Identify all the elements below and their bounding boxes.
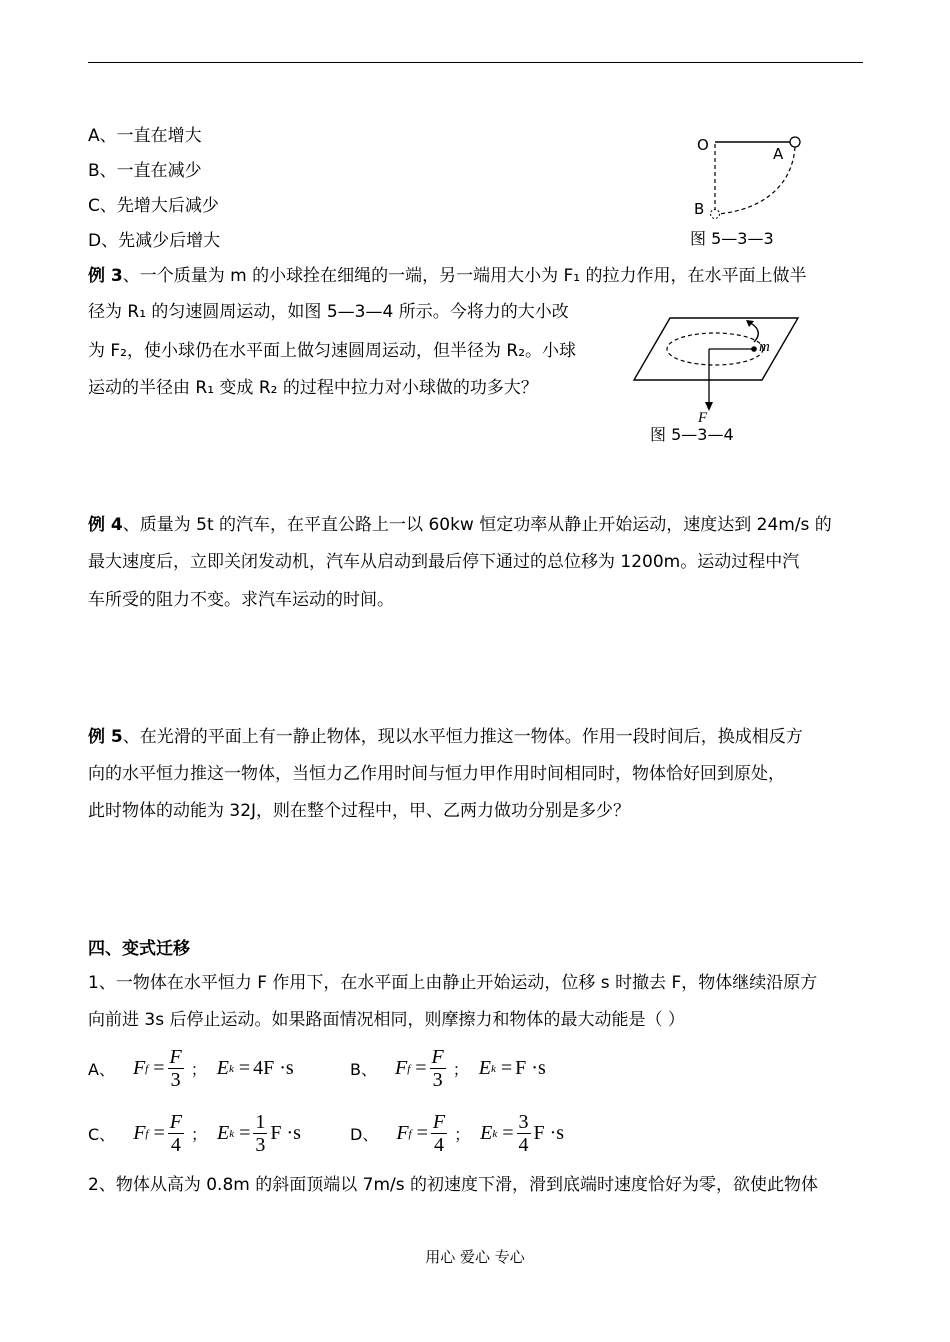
caption-5-3-3: 图 5—3—3 [690,229,774,248]
caption-5-3-4: 图 5—3—4 [650,425,734,444]
ex3-line-4: 运动的半径由 R₁ 变成 R₂ 的过程中拉力对小球做的功多大？ [88,378,538,398]
ex3-label: 例 3 [88,266,123,286]
choice-c: C、 F f = $\frac{F}{4}$ ； E k = $\frac{1}{3}$ F ·s [88,1111,301,1156]
ex5-line-1: 例 5、在光滑的平面上有一静止物体，现以水平恒力推这一物体。作用一段时间后，换成相反方 [88,727,803,747]
ex4-line-3: 车所受的阻力不变。求汽车运动的时间。 [88,590,394,610]
choice-d: D、 F f = $\frac{F}{4}$ ； E k = $\frac{3}{4}$ F ·s [350,1111,565,1156]
choice-b: B、 F f = $\frac{F}{3}$ ； E k = F ·s [350,1046,546,1091]
motion-arrow-head [746,320,754,327]
label-o: O [697,136,709,154]
label-a: A [773,145,784,163]
ex4-label: 例 4 [88,515,123,535]
choice-a: A、 F f = $\frac{F}{3}$ ； E k = 4F ·s [88,1046,294,1091]
figure-5-3-4 [630,310,810,425]
q1-line-1: 1、一物体在水平恒力 F 作用下，在水平面上由静止开始运动，位移 s 时撤去 F，物体继续沿原方 [88,973,818,993]
ball-path [718,147,795,214]
ex3-line-1: 例 3、一个质量为 m 的小球拴在细绳的一端，另一端用大小为 F₁ 的拉力作用，在水平面上做半 [88,266,807,286]
ball-a [790,137,800,147]
ex4-line-1: 例 4、质量为 5t 的汽车，在平直公路上一以 60kw 恒定功率从静止开始运动，速度达到 24m/s 的 [88,515,832,535]
ex4-line-2: 最大速度后，立即关闭发动机，汽车从启动到最后停下通过的总位移为 1200m。运动过程中汽 [88,552,800,572]
figure-5-3-3 [680,128,820,223]
ball-m [751,346,757,352]
option-b: B、一直在减少 [88,161,202,181]
label-m: m [759,339,770,355]
label-f: F [698,410,708,425]
option-d: D、先减少后增大 [88,231,221,251]
ex3-line-3: 为 F₂，使小球仍在水平面上做匀速圆周运动，但半径为 R₂。小球 [88,341,577,361]
option-c: C、先增大后减少 [88,196,219,216]
section-4-heading: 四、变式迁移 [88,939,190,959]
ex5-line-2: 向的水平恒力推这一物体，当恒力乙作用时间与恒力甲作用时间相同时，物体恰好回到原处， [88,764,785,784]
option-a: A、一直在增大 [88,126,202,146]
ex5-label: 例 5 [88,727,123,747]
q1-line-2: 向前进 3s 后停止运动。如果路面情况相同，则摩擦力和物体的最大动能是（ ） [88,1010,685,1030]
q2-line-1: 2、物体从高为 0.8m 的斜面顶端以 7m/s 的初速度下滑，滑到底端时速度恰好为零，欲使此物体 [88,1175,818,1195]
ex5-line-3: 此时物体的动能为 32J，则在整个过程中，甲、乙两力做功分别是多少？ [88,801,631,821]
ball-b [711,210,720,219]
label-b: B [694,200,705,218]
ex3-line-2: 径为 R₁ 的匀速圆周运动，如图 5—3—4 所示。今将力的大小改 [88,302,569,322]
header-rule [88,62,863,63]
page-footer: 用心 爱心 专心 [425,1248,525,1266]
